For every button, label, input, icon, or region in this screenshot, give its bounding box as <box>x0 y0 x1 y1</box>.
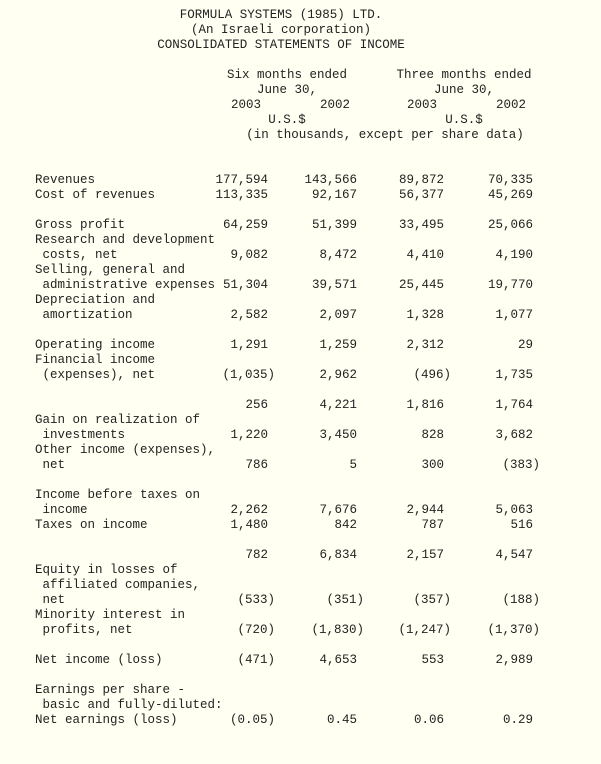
spacer-row <box>35 638 540 653</box>
value-cell: 0.06 <box>413 713 444 727</box>
date-subheader-six-months: June 30, <box>256 83 317 97</box>
value-cell: 1,077 <box>495 308 533 322</box>
table-row <box>35 398 540 413</box>
table-row <box>35 278 540 293</box>
table-row <box>35 623 540 638</box>
value-cell: 70,335 <box>487 173 533 187</box>
value-cell: 516 <box>510 518 533 532</box>
table-row <box>35 698 540 713</box>
value-cell: (1,247) <box>398 623 451 637</box>
value-cell: 25,066 <box>487 218 533 232</box>
row-label: Operating income <box>35 338 156 352</box>
table-row <box>35 353 540 368</box>
value-cell: 9,082 <box>230 248 268 262</box>
value-cell: (1,035) <box>222 368 275 382</box>
value-cell: 4,410 <box>406 248 444 262</box>
value-cell: 2,989 <box>495 653 533 667</box>
table-row <box>35 518 540 533</box>
value-cell: 553 <box>421 653 444 667</box>
value-cell: 828 <box>421 428 444 442</box>
value-cell: (1,370) <box>487 623 540 637</box>
value-cell: 256 <box>245 398 268 412</box>
row-label: net <box>35 458 66 472</box>
value-cell: 6,834 <box>319 548 357 562</box>
table-row <box>35 458 540 473</box>
units-note: (in thousands, except per share data) <box>246 128 524 142</box>
row-label: net <box>35 593 66 607</box>
value-cell: (0.05) <box>229 713 275 727</box>
row-label: Other income (expenses), <box>35 443 216 457</box>
table-row <box>35 263 540 278</box>
value-cell: 33,495 <box>398 218 444 232</box>
value-cell: 1,328 <box>406 308 444 322</box>
value-cell: 782 <box>245 548 268 562</box>
year-header-row <box>35 98 540 113</box>
value-cell: 2,097 <box>319 308 357 322</box>
row-label: Selling, general and <box>35 263 186 277</box>
value-cell: 2,944 <box>406 503 444 517</box>
table-row <box>35 608 540 623</box>
value-cell: 19,770 <box>487 278 533 292</box>
value-cell: 39,571 <box>311 278 357 292</box>
value-cell: 4,221 <box>319 398 357 412</box>
value-cell: 4,190 <box>495 248 533 262</box>
row-label: costs, net <box>35 248 118 262</box>
value-cell: 2,312 <box>406 338 444 352</box>
value-cell: 1,259 <box>319 338 357 352</box>
income-statement-table <box>35 173 540 728</box>
row-label: Revenues <box>35 173 96 187</box>
row-label: Taxes on income <box>35 518 148 532</box>
table-row <box>35 488 540 503</box>
table-row <box>35 428 540 443</box>
value-cell: 143,566 <box>304 173 357 187</box>
table-row <box>35 443 540 458</box>
value-cell: 7,676 <box>319 503 357 517</box>
table-row <box>35 593 540 608</box>
row-label: Gain on realization of <box>35 413 201 427</box>
spacer-row <box>35 158 540 173</box>
value-cell: 89,872 <box>398 173 444 187</box>
value-cell: 842 <box>334 518 357 532</box>
statement-title: CONSOLIDATED STATEMENTS OF INCOME <box>157 38 405 52</box>
value-cell: 2,157 <box>406 548 444 562</box>
table-row <box>35 548 540 563</box>
value-cell: 29 <box>517 338 533 352</box>
table-row <box>35 713 540 728</box>
row-label: (expenses), net <box>35 368 156 382</box>
value-cell: 1,764 <box>495 398 533 412</box>
period-header-row <box>35 68 540 83</box>
row-label: profits, net <box>35 623 133 637</box>
row-label: Minority interest in <box>35 608 186 622</box>
table-row <box>35 248 540 263</box>
spacer-row <box>35 143 540 158</box>
period-header-three-months: Three months ended <box>396 68 532 82</box>
row-label: amortization <box>35 308 133 322</box>
value-cell: 177,594 <box>215 173 268 187</box>
value-cell: 2,582 <box>230 308 268 322</box>
spacer-row <box>35 533 540 548</box>
spacer-row <box>35 383 540 398</box>
table-row <box>35 578 540 593</box>
date-subheader-row <box>35 83 540 98</box>
row-label: Income before taxes on <box>35 488 201 502</box>
spacer-row <box>35 53 540 68</box>
value-cell: 51,399 <box>311 218 357 232</box>
value-cell: 5,063 <box>495 503 533 517</box>
year-column-header: 2003 <box>230 98 261 112</box>
row-label: Earnings per share - <box>35 683 186 697</box>
units-note-row <box>35 128 540 143</box>
currency-header-row <box>35 113 540 128</box>
value-cell: 51,304 <box>222 278 268 292</box>
value-cell: (533) <box>237 593 275 607</box>
table-row <box>35 368 540 383</box>
row-label: affiliated companies, <box>35 578 201 592</box>
value-cell: (383) <box>502 458 540 472</box>
table-row <box>35 338 540 353</box>
row-label: investments <box>35 428 126 442</box>
spacer-row <box>35 323 540 338</box>
row-label: Research and development <box>35 233 216 247</box>
value-cell: (351) <box>326 593 364 607</box>
table-row <box>35 563 540 578</box>
table-row <box>35 293 540 308</box>
row-label: income <box>35 503 88 517</box>
value-cell: 2,262 <box>230 503 268 517</box>
row-label: basic and fully-diluted: <box>35 698 223 712</box>
value-cell: 5 <box>349 458 357 472</box>
year-column-header: 2002 <box>495 98 526 112</box>
currency-header-six-months: U.S.$ <box>268 113 306 127</box>
value-cell: 1,735 <box>495 368 533 382</box>
row-label: administrative expenses <box>35 278 216 292</box>
row-label: Gross profit <box>35 218 126 232</box>
year-column-header: 2002 <box>319 98 350 112</box>
spacer-row <box>35 473 540 488</box>
value-cell: 786 <box>245 458 268 472</box>
value-cell: 113,335 <box>215 188 268 202</box>
value-cell: 45,269 <box>487 188 533 202</box>
value-cell: 3,450 <box>319 428 357 442</box>
value-cell: (471) <box>237 653 275 667</box>
value-cell: 2,962 <box>319 368 357 382</box>
value-cell: 3,682 <box>495 428 533 442</box>
table-row <box>35 173 540 188</box>
row-label: Net income (loss) <box>35 653 163 667</box>
company-name: FORMULA SYSTEMS (1985) LTD. <box>179 8 383 22</box>
table-row <box>35 233 540 248</box>
table-row <box>35 188 540 203</box>
value-cell: 25,445 <box>398 278 444 292</box>
row-label: Financial income <box>35 353 156 367</box>
value-cell: 8,472 <box>319 248 357 262</box>
value-cell: (1,830) <box>311 623 364 637</box>
spacer-row <box>35 203 540 218</box>
value-cell: 4,653 <box>319 653 357 667</box>
table-row <box>35 683 540 698</box>
row-label: Depreciation and <box>35 293 156 307</box>
value-cell: 300 <box>421 458 444 472</box>
value-cell: 56,377 <box>398 188 444 202</box>
row-label: Cost of revenues <box>35 188 156 202</box>
value-cell: 0.29 <box>502 713 533 727</box>
value-cell: 64,259 <box>222 218 268 232</box>
table-row <box>35 308 540 323</box>
value-cell: 92,167 <box>311 188 357 202</box>
value-cell: 0.45 <box>326 713 357 727</box>
period-header-six-months: Six months ended <box>226 68 348 82</box>
corporation-type: (An Israeli corporation) <box>190 23 372 37</box>
table-row <box>35 218 540 233</box>
value-cell: 1,220 <box>230 428 268 442</box>
table-row <box>35 413 540 428</box>
currency-header-three-months: U.S.$ <box>445 113 483 127</box>
value-cell: 1,291 <box>230 338 268 352</box>
value-cell: 4,547 <box>495 548 533 562</box>
table-row <box>35 503 540 518</box>
table-row <box>35 653 540 668</box>
value-cell: 1,480 <box>230 518 268 532</box>
spacer-row <box>35 668 540 683</box>
row-label: Equity in losses of <box>35 563 178 577</box>
value-cell: 1,816 <box>406 398 444 412</box>
value-cell: (496) <box>413 368 451 382</box>
value-cell: (188) <box>502 593 540 607</box>
value-cell: (357) <box>413 593 451 607</box>
year-column-header: 2003 <box>406 98 437 112</box>
value-cell: (720) <box>237 623 275 637</box>
row-label: Net earnings (loss) <box>35 713 178 727</box>
date-subheader-three-months: June 30, <box>433 83 494 97</box>
value-cell: 787 <box>421 518 444 532</box>
